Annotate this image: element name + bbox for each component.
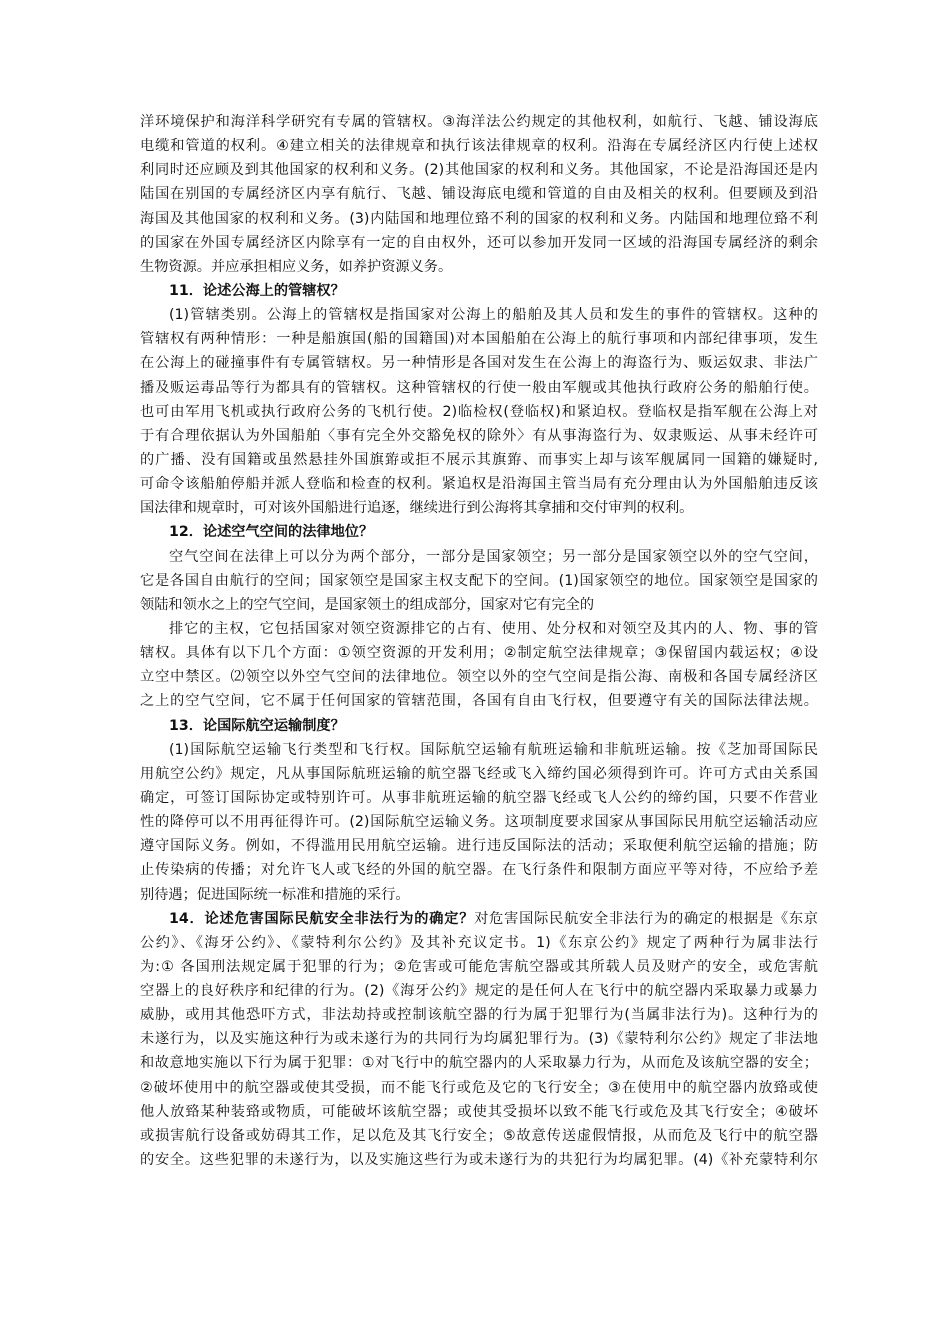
paragraph-line: 他人放臵某种装臵或物质，可能破坏该航空器；或使其受损坏以致不能飞行或危及其飞行安全；④破坏 — [140, 1103, 818, 1120]
paragraph-line: 在公海上的碰撞事件有专属管辖权。另一种情形是各国对发生在公海上的海盗行为、贩运奴隶、非法广 — [140, 355, 818, 372]
paragraph-line: 领陆和领水之上的空气空间，是国家领土的组成部分，国家对它有完全的 — [140, 596, 595, 613]
paragraph-line: 威胁，或用其他恐吓方式，非法劫持或控制该航空器的行为属于犯罪行为(当属非法行为)。这种行为的 — [140, 1007, 818, 1024]
paragraph-line: 海国及其他国家的权利和义务。(3)内陆国和地理位臵不利的国家的权利和义务。内陆国和地理位臵不利 — [140, 210, 818, 227]
paragraph-line: 播及贩运毒品等行为都具有的管辖权。这种管辖权的行使一般由军舰或其他执行政府公务的船舶行使。 — [140, 379, 818, 396]
paragraph-line: 电缆和管道的权利。④建立相关的法律规章和执行该法律规章的权利。沿海在专属经济区内行使上述权 — [140, 138, 818, 155]
paragraph-line: 空气空间在法律上可以分为两个部分，一部分是国家领空；另一部分是国家领空以外的空气空间， — [169, 548, 818, 565]
paragraph-line: 空器上的良好秩序和纪律的行为。(2)《海牙公约》规定的是任何人在飞行中的航空器内采取暴力或暴力 — [140, 983, 818, 1000]
paragraph-line: 立空中禁区。⑵领空以外空气空间的法律地位。领空以外的空气空间是指公海、南极和各国专属经济区 — [140, 669, 818, 686]
paragraph-line: 生物资源。并应承担相应义务，如养护资源义务。 — [140, 258, 453, 275]
paragraph-line: 的广播、没有国籍或虽然悬挂外国旗臶或拒不展示其旗臶、而事实上却与该军舰属同一国籍的嫌疑时, — [140, 451, 818, 468]
paragraph-line: 性的降停可以不用再征得许可。(2)国际航空运输义务。这项制度要求国家从事国际民用航空运输活动应 — [140, 814, 818, 831]
paragraph-line: 管辖权有两种情形：一种是船旗国(船的国籍国)对本国船舶在公海上的航行事项和内部纪律事项，发生 — [140, 331, 818, 348]
paragraph-line: 它是各国自由航行的空间；国家领空是国家主权支配下的空间。(1)国家领空的地位。国家领空是国家的 — [140, 572, 818, 589]
paragraph-line: 的安全。这些犯罪的未遂行为，以及实施这些行为或未遂行为的共犯行为均属犯罪。(4)《补充蒙特利尔 — [140, 1152, 818, 1169]
paragraph-line: 排它的主权，它包括国家对领空资源排它的占有、使用、处分权和对领空及其内的人、物、事的管 — [169, 620, 818, 637]
question-heading: 14．论述危害国际民航安全非法行为的确定？ — [169, 910, 475, 927]
paragraph-line: 的国家在外国专属经济区内除享有一定的自由权外，还可以参加开发同一区域的沿海国专属经济的剩余 — [140, 234, 818, 251]
paragraph-line: ②破坏使用中的航空器或使其受损，而不能飞行或危及它的飞行安全；③在使用中的航空器内放臵或使 — [140, 1079, 818, 1096]
section-heading: 12．论述空气空间的法律地位？ — [169, 524, 374, 541]
paragraph-line: 为:① 各国刑法规定属于犯罪的行为；②危害或可能危害航空器或其所载人员及财产的安全，或危害航 — [140, 958, 818, 975]
paragraph-line: (1)管辖类别。公海上的管辖权是指国家对公海上的船舶及其人员和发生的事件的管辖权。这种的 — [169, 307, 818, 324]
paragraph-text: 对危害国际民航安全非法行为的确定的根据是《东京 — [474, 910, 818, 927]
section-heading: 11．论述公海上的管辖权？ — [169, 282, 345, 299]
paragraph-line: 公约》、《海牙公约》、《蒙特利尔公约》及其补充议定书。1)《东京公约》规定了两种行为属非法行 — [140, 934, 818, 951]
paragraph-line: 洋环境保护和海洋科学研究有专属的管辖权。③海洋法公约规定的其他权利，如航行、飞越、铺设海底 — [140, 114, 818, 130]
paragraph-line: 确定，可签订国际协定或特别许可。从事非航班运输的航空器飞经或飞人公约的缔约国，只要不作营业 — [140, 789, 818, 806]
paragraph-line — [140, 907, 818, 931]
paragraph-line: 止传染病的传播；对允许飞人或飞经的外国的航空器。在飞行条件和限制方面应平等对待，不应给予差 — [140, 862, 818, 879]
paragraph-line: (1)国际航空运输飞行类型和飞行权。国际航空运输有航班运输和非航班运输。按《芝加哥国际民 — [169, 741, 818, 758]
paragraph-line: 和故意地实施以下行为属于犯罪：①对飞行中的航空器内的人采取暴力行为，从而危及该航空器的安全； — [140, 1055, 818, 1072]
paragraph-line: 遵守国际义务。例如，不得滥用民用航空运输。进行违反国际法的活动；采取便利航空运输的措施；防 — [140, 838, 818, 855]
paragraph-line: 国法律和规章时，可对该外国船进行追逐，继续进行到公海将其拿捕和交付审判的权利。 — [140, 500, 694, 517]
paragraph-line: 用航空公约》规定，凡从事国际航班运输的航空器飞经或飞入缔约国必须得到许可。许可方式由关系国 — [140, 765, 818, 782]
paragraph-line: 可命令该船舶停船并派人登临和检查的权利。紧追权是沿海国主管当局有充分理由认为外国船舶违反该 — [140, 476, 818, 493]
paragraph-line: 陆国在别国的专属经济区内享有航行、飞越、铺设海底电缆和管道的自由及相关的权利。但要顾及到沿 — [140, 186, 818, 203]
document-body — [140, 110, 818, 1172]
paragraph-line: 也可由军用飞机或执行政府公务的飞机行使。2)临检权(登临权)和紧迫权。登临权是指军舰在公海上对 — [140, 403, 818, 420]
paragraph-line: 利同时还应顾及到其他国家的权利和义务。(2)其他国家的权利和义务。其他国家，不论是沿海国还是内 — [140, 162, 818, 179]
paragraph-line: 或损害航行设备或妨碍其工作，足以危及其飞行安全；⑤故意传送虚假情报，从而危及飞行中的航空器 — [140, 1127, 818, 1144]
paragraph-line: 于有合理依据认为外国船舶〈事有完全外交豁免权的除外〉有从事海盗行为、奴隶贩运、从事未经许可 — [140, 427, 818, 444]
paragraph-line: 别待遇；促进国际统一标准和措施的采行。 — [140, 886, 410, 903]
section-heading: 13．论国际航空运输制度？ — [169, 717, 345, 734]
paragraph-line: 未遂行为，以及实施这种行为或未遂行为的共同行为均属犯罪行为。(3)《蒙特利尔公约》规定了非法地 — [140, 1031, 818, 1048]
paragraph-line: 之上的空气空间，它不属于任何国家的管辖范围，各国有自由飞行权，但要遵守有关的国际法律法规。 — [140, 693, 818, 710]
paragraph-line: 辖权。具体有以下几个方面：①领空资源的开发利用；②制定航空法律规章；③保留国内载运权；④设 — [140, 645, 818, 662]
